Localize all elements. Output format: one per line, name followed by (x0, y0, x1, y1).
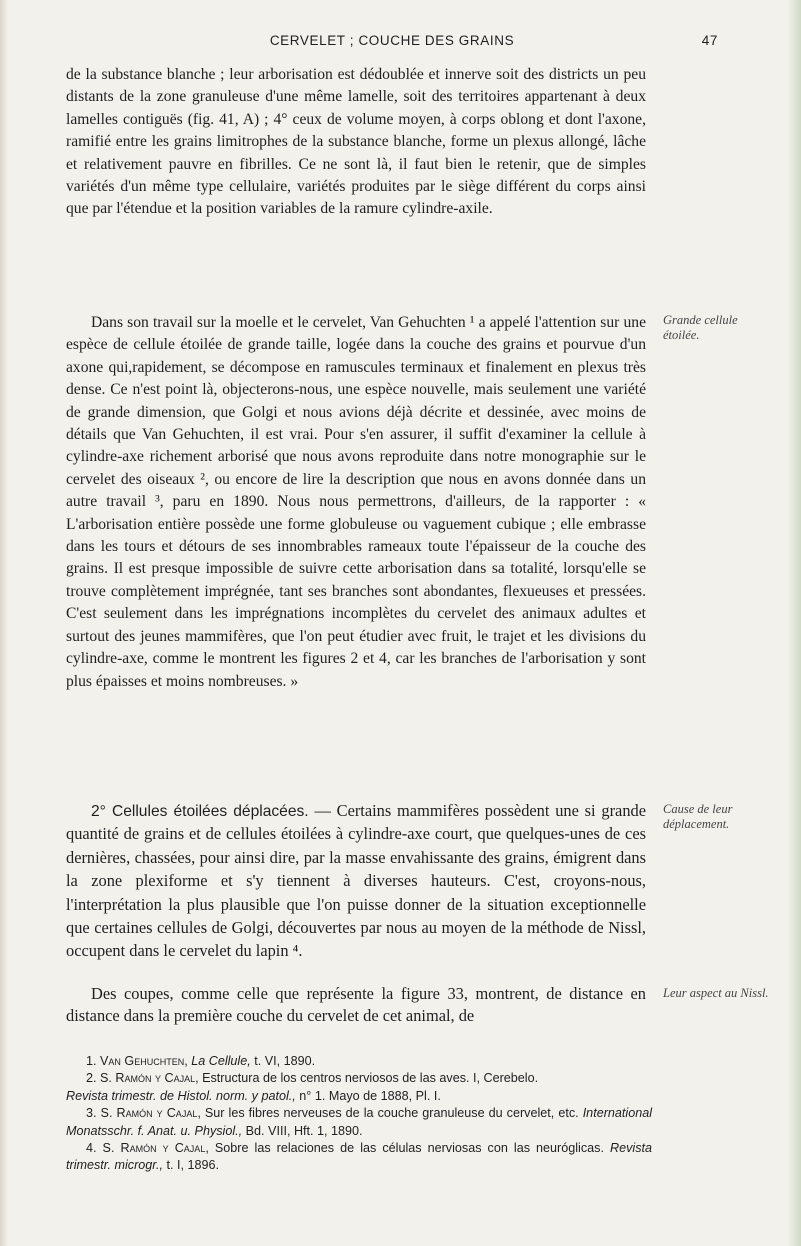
paragraph-3 (66, 800, 646, 964)
footnote-3-rest2: Bd. VIII, Hft. 1, 1890. (242, 1123, 363, 1138)
footnote-4-rest2: t. I, 1896. (163, 1158, 220, 1173)
paragraph-2: Dans son travail sur la moelle et le cervelet, Van Gehuchten ¹ a appelé l'attention sur une espèce de cellule étoilée de grande taille, logée dans la couche des grains et pourvue d'un axone qui,rapidement, se décompose en ramuscules terminaux et finalement en plexus très dense. Ce n'est point là, objecterons-nous, une espèce nouvelle, mais seulement une variété de grande dimension, que Golgi et nous avions déjà décrite et dessinée, avec moins de détails que Van Gehuchten, il est vrai. Pour s'en assurer, il suffit d'examiner la cellule à cylindre-axe richement arborisé que nous avons reproduite dans notre monographie sur le cervelet des oiseaux ², ou encore de lire la description que nous en avons donnée dans un autre travail ³, paru en 1890. Nous nous permettrons, d'ailleurs, de la rapporter : « L'arborisation entière possède une forme globuleuse ou vaguement cubique ; elle embrasse dans les tours et détours de ses innombrables rameaux toute l'épaisseur de la couche des grains. Il est presque impossible de suivre cette arborisation dans sa totalité, lorsqu'elle se trouve complètement imprégnée, tant ses branches sont abondantes, flexueuses et pressées. C'est seulement dans les imprégnations incomplètes du cervelet des animaux adultes et surtout des jeunes mammifères, que l'on peut étudier avec fruit, le trajet et les divisions du cylindre-axe, comme le montrent les figures 2 et 4, car les branches de l'arborisation y sont plus épaisses et moins nombreuses. » (66, 314, 646, 690)
footnote-2-journal: Revista trimestr. de Histol. norm. y patol., (66, 1088, 296, 1103)
paragraph-1: de la substance blanche ; leur arborisation est dédoublée et innerve soit des districts un peu distants de la zone granuleuse d'une même lamelle, soit des territoires appartenant à deux lamelles contiguës (fig. 41, A) ; 4° ceux de volume moyen, à corps oblong et dont l'axone, ramifié entre les grains limitrophes de la substance blanche, forme un plexus allongé, lâche et relativement pauvre en fibrilles. Ce ne sont là, il faut bien le retenir, que de simples variétés d'un même type cellulaire, variétés produites par le siège différent du corps ainsi que par l'étendue et la position variables de la ramure cylindre-axile. (66, 66, 646, 218)
footnote-2-rest: Estructura de los centros nerviosos de las aves. I, Cerebelo. (198, 1071, 539, 1086)
footnote-1-author: Van Gehuchten, (100, 1054, 188, 1068)
footnote-4 (66, 1140, 652, 1175)
footnote-2 (66, 1070, 652, 1087)
paragraph-3-body: — Certains mammifères possèdent une si grande quantité de grains et de cellules étoilées à cylindre-axe court, que quelques-unes de ces dernières, chassées, pour ainsi dire, par la masse envahissante des grains, émigrent dans la zone plexiforme et s'y tiennent à diverses hauteurs. C'est, croyons-nous, l'interprétation la plus plausible que l'on puisse donner de la situation exceptionnelle que certaines cellules de Golgi, découvertes par nous au moyen de la méthode de Nissl, occupent dans le cervelet du lapin ⁴. (66, 801, 646, 961)
footnote-3-author: Ramón y Cajal, (116, 1106, 201, 1121)
margin-note-3: Leur aspect au Nissl. (663, 986, 769, 1000)
footnote-4-rest: Sobre las relaciones de las células nerviosas con las neuróglicas. (208, 1141, 604, 1156)
footnote-2-author: Ramón y Cajal, (115, 1071, 199, 1086)
page-number: 47 (701, 33, 718, 48)
footnote-1-number: 1. (86, 1054, 101, 1068)
footnote-3-rest: Sur les fibres nerveuses de la couche granuleuse du cervelet, etc. (200, 1106, 579, 1121)
footnote-2-rest2: n° 1. Mayo de 1888, Pl. I. (295, 1088, 441, 1103)
footnote-1-rest: t. VI, 1890. (250, 1054, 316, 1068)
footnote-4-author: Ramón y Cajal, (120, 1141, 209, 1156)
footnote-2-number: 2. S. (86, 1071, 116, 1086)
footnote-2-continued (66, 1088, 652, 1105)
footnote-3-journal: International Monatsschr. f. Anat. u. Physiol., (66, 1106, 653, 1138)
margin-note-1: Grande cellule étoilée. (663, 313, 738, 342)
page-right-edge (787, 0, 801, 1246)
footnotes (66, 1053, 652, 1175)
running-header (66, 33, 718, 53)
footnote-4-journal: Revista trimestr. microgr., (66, 1141, 653, 1173)
margin-note-2: Cause de leur déplacement. (663, 802, 733, 831)
footnote-4-number: 4. S. (86, 1141, 121, 1156)
footnote-1-title: La Cellule, (191, 1054, 251, 1068)
section-title: 2° Cellules étoilées déplacées. (91, 803, 309, 820)
footnote-1 (66, 1053, 652, 1070)
paragraph-4: Des coupes, comme celle que représente la figure 33, montrent, de distance en distance dans la première couche du cervelet de cet animal, de (66, 984, 646, 1026)
page-left-edge (0, 0, 8, 1246)
footnote-3 (66, 1105, 652, 1140)
footnote-3-number: 3. S. (86, 1106, 117, 1121)
running-title: CERVELET ; COUCHE DES GRAINS (269, 33, 515, 48)
